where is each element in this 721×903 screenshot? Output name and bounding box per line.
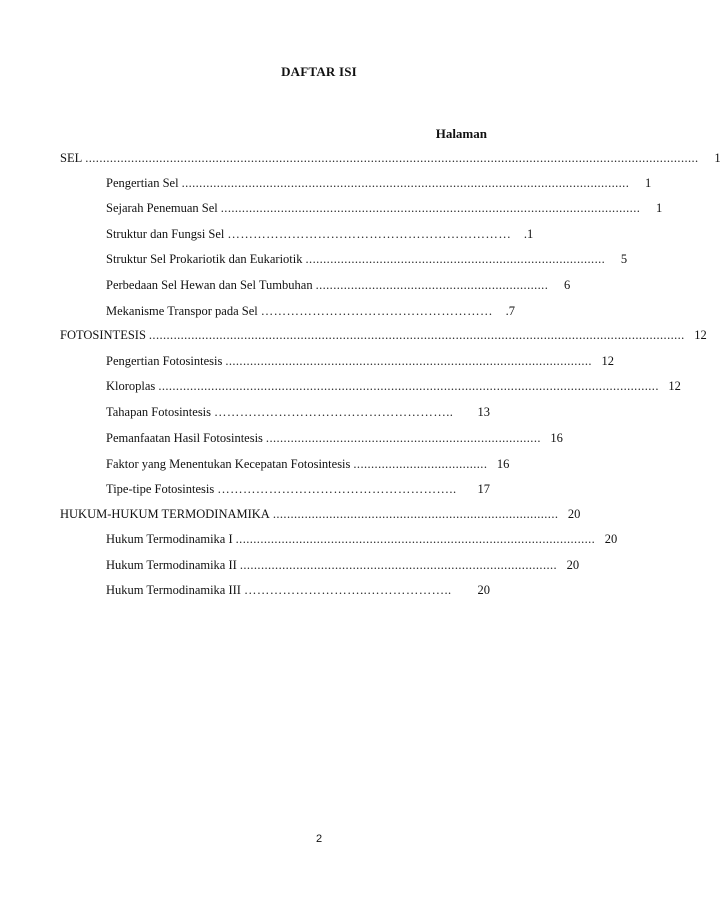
toc-entry-termodinamika xyxy=(60,506,581,522)
toc-leader-dots: ……………………………………………….. xyxy=(214,405,454,419)
toc-entry-label: Kloroplas xyxy=(106,379,156,393)
toc-entry-faktor-kecepatan xyxy=(106,456,510,472)
toc-entry-sel xyxy=(60,150,721,166)
toc-page-number: 1 xyxy=(645,176,652,190)
toc-page-number: 17 xyxy=(477,482,490,496)
toc-page-number: 1 xyxy=(656,201,663,215)
toc-entry-termodinamika-1 xyxy=(106,531,618,547)
toc-leader-dots: .................................................................. xyxy=(315,278,549,292)
toc-entry-label: Hukum Termodinamika III xyxy=(106,583,241,597)
toc-entry-transpor-sel xyxy=(106,303,515,319)
toc-entry-pengertian-sel xyxy=(106,175,652,191)
toc-entry-termodinamika-2 xyxy=(106,557,580,573)
toc-entry-label: Hukum Termodinamika II xyxy=(106,558,237,572)
toc-leader-dots: ………………………..……………….. xyxy=(243,583,452,597)
toc-entry-struktur-fungsi-sel xyxy=(106,226,534,242)
toc-entry-prokariotik-eukariotik xyxy=(106,251,628,267)
toc-leader-dots: .............................................................................................................................................................................. xyxy=(85,151,699,165)
toc-leader-dots: ...................................................................................................... xyxy=(235,532,596,546)
toc-page-number: 1 xyxy=(714,151,721,165)
toc-entry-tipe-fotosintesis xyxy=(106,481,490,497)
toc-leader-dots: ……………………………………………….. xyxy=(217,482,457,496)
toc-entry-tahapan-fotosintesis xyxy=(106,404,490,420)
toc-page-number: 13 xyxy=(477,405,490,419)
toc-page-number: 12 xyxy=(668,379,681,393)
page-title: DAFTAR ISI xyxy=(281,64,357,79)
toc-leader-dots: ............................................................................................................................... xyxy=(181,176,630,190)
toc-entry-kloroplas xyxy=(106,378,681,394)
toc-leader-dots: .............................................................................. xyxy=(265,431,541,445)
toc-entry-label: Struktur dan Fungsi Sel xyxy=(106,227,225,241)
toc-entry-pemanfaatan-hasil xyxy=(106,430,563,446)
toc-leader-dots: ....................................................................................................................... xyxy=(220,201,641,215)
toc-leader-dots: ........................................................................................................................................................ xyxy=(148,328,685,342)
toc-entry-label: SEL xyxy=(60,151,83,165)
toc-entry-label: Sejarah Penemuan Sel xyxy=(106,201,218,215)
toc-entry-fotosintesis xyxy=(60,327,707,343)
toc-leader-dots: ...................................... xyxy=(353,457,488,471)
toc-entry-pengertian-fotosintesis xyxy=(106,353,614,369)
toc-page-number: 12 xyxy=(601,354,614,368)
toc-leader-dots: .............................................................................................................................................. xyxy=(158,379,659,393)
toc-page-number: 20 xyxy=(566,558,580,572)
toc-entry-label: Pemanfaatan Hasil Fotosintesis xyxy=(106,431,263,445)
toc-leader-dots: ........................................................................................................ xyxy=(225,354,592,368)
toc-entry-label: Mekanisme Transpor pada Sel xyxy=(106,304,258,318)
toc-entry-label: Struktur Sel Prokariotik dan Eukariotik xyxy=(106,252,303,266)
toc-page-number: 20 xyxy=(477,583,490,597)
toc-page-number: 20 xyxy=(567,507,581,521)
toc-leader-dots: ………………………………………………………… xyxy=(227,227,512,241)
toc-leader-dots: ..................................................................................... xyxy=(305,252,606,266)
toc-entry-termodinamika-3 xyxy=(106,582,490,598)
toc-page-number: .7 xyxy=(505,304,515,318)
toc-page-number: .1 xyxy=(523,227,534,241)
toc-entry-label: Perbedaan Sel Hewan dan Sel Tumbuhan xyxy=(106,278,313,292)
toc-page-number: 16 xyxy=(496,457,510,471)
toc-entry-label: HUKUM-HUKUM TERMODINAMIKA xyxy=(60,507,270,521)
toc-page-number: 6 xyxy=(563,278,571,292)
toc-page-number: 16 xyxy=(550,431,563,445)
toc-entry-label: Pengertian Sel xyxy=(106,176,179,190)
toc-entry-sejarah-penemuan-sel xyxy=(106,200,663,216)
toc-entry-label: Pengertian Fotosintesis xyxy=(106,354,223,368)
toc-entry-label: Tahapan Fotosintesis xyxy=(106,405,212,419)
toc-leader-dots: .......................................................................................... xyxy=(239,558,558,572)
toc-leader-dots: ................................................................................. xyxy=(272,507,559,521)
toc-entry-label: Hukum Termodinamika I xyxy=(106,532,233,546)
toc-page-number: 12 xyxy=(694,328,707,342)
toc-entry-label: Faktor yang Menentukan Kecepatan Fotosintesis xyxy=(106,457,351,471)
toc-leader-dots: ……………………………………………… xyxy=(260,304,493,318)
toc-entry-sel-hewan-tumbuhan xyxy=(106,277,571,293)
toc-entry-label: FOTOSINTESIS xyxy=(60,328,146,342)
toc-page-number: 20 xyxy=(604,532,618,546)
toc-entry-label: Tipe-tipe Fotosintesis xyxy=(106,482,215,496)
page-column-header: Halaman xyxy=(435,126,487,141)
toc-page-number: 5 xyxy=(620,252,628,266)
page-number: 2 xyxy=(315,833,323,845)
